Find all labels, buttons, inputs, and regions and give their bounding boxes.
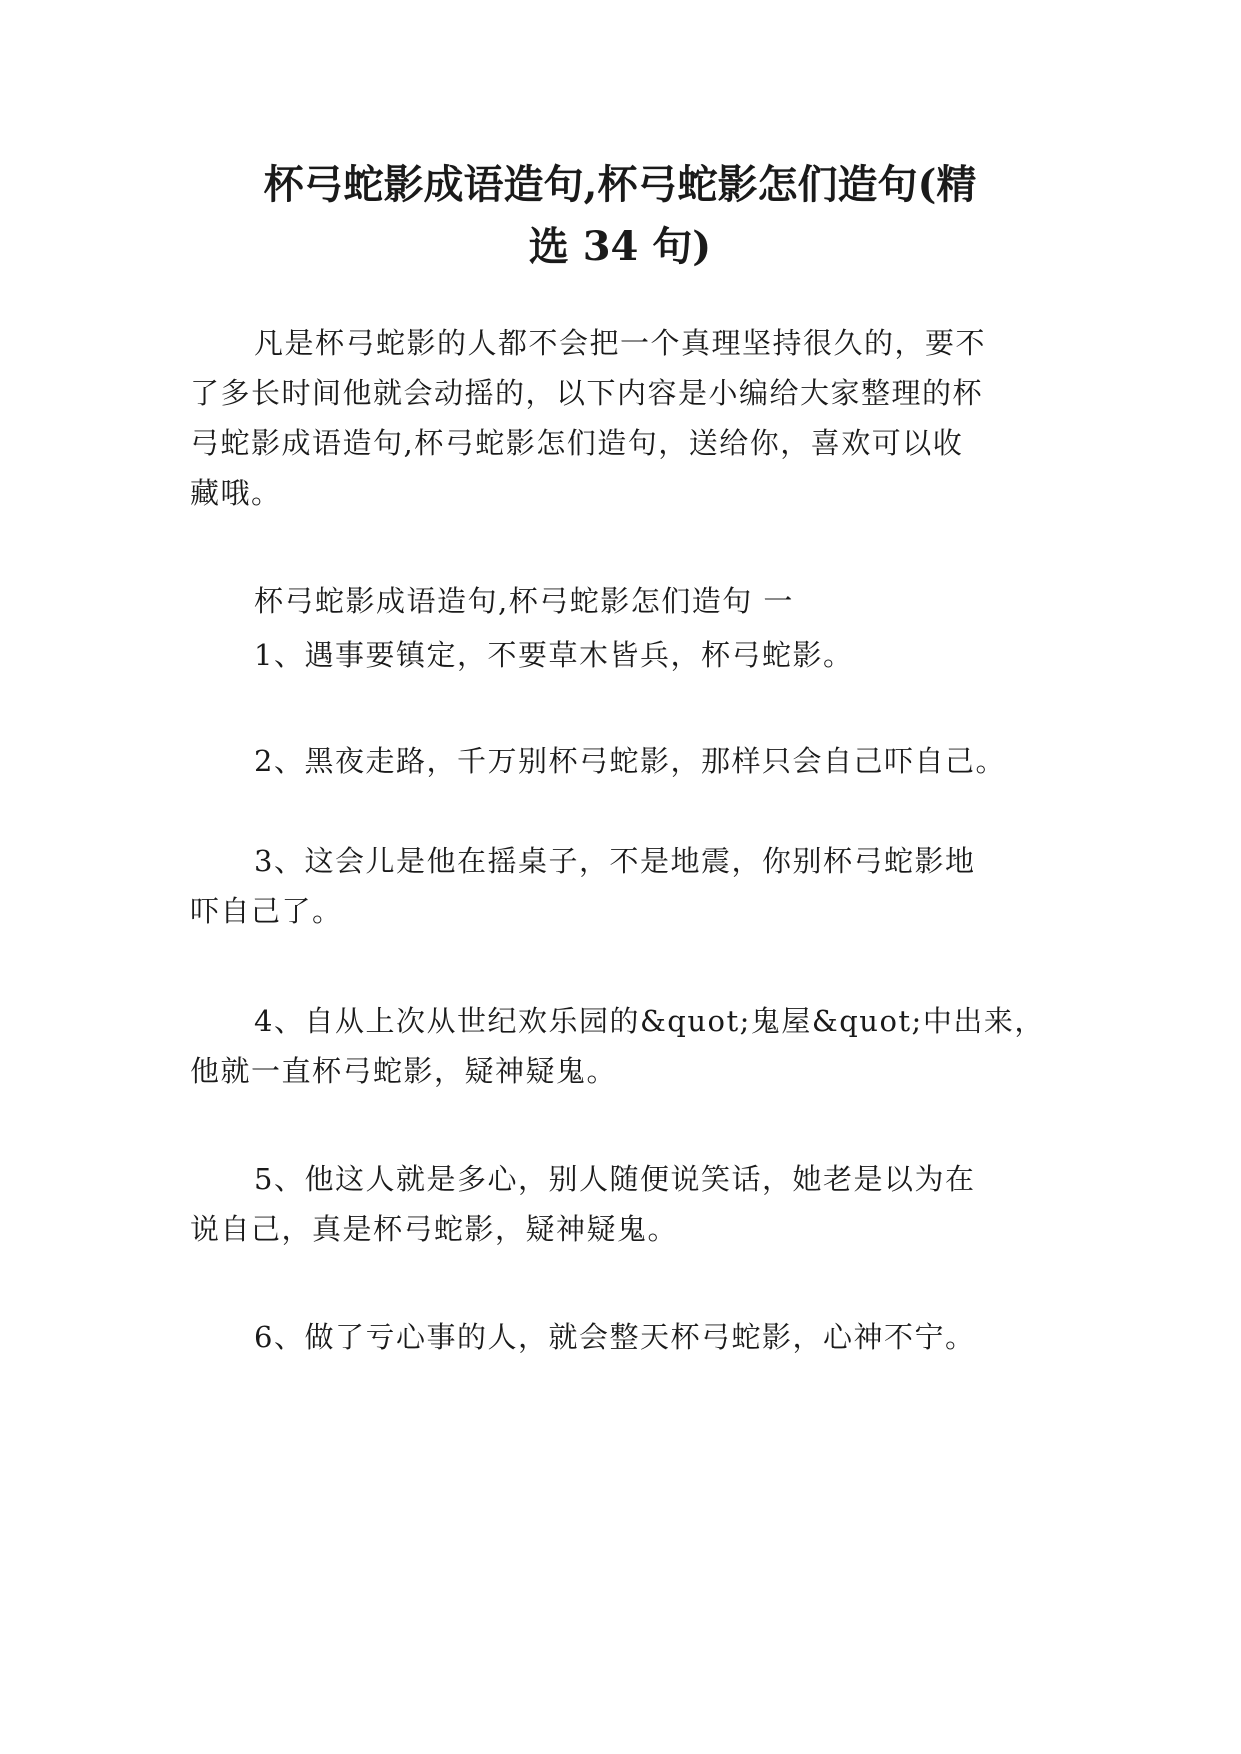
list-item <box>190 996 1050 1096</box>
list-item-line: 4、自从上次从世纪欢乐园的&quot;鬼屋&quot;中出来， <box>254 1004 1045 1038</box>
document-title <box>190 154 1050 278</box>
intro-line: 凡是杯弓蛇影的人都不会把一个真理坚持很久的，要不 <box>254 326 987 360</box>
list-item-line: 吓自己了。 <box>190 894 343 928</box>
section-heading <box>190 576 1050 626</box>
list-item <box>190 1312 1050 1362</box>
section-heading-text: 杯弓蛇影成语造句,杯弓蛇影怎们造句 一 <box>254 584 794 618</box>
list-item <box>190 630 1050 680</box>
intro-line: 藏哦。 <box>190 476 282 510</box>
intro-line: 了多长时间他就会动摇的，以下内容是小编给大家整理的杯 <box>190 376 984 410</box>
list-item-line: 3、这会儿是他在摇桌子，不是地震，你别杯弓蛇影地 <box>254 844 976 878</box>
list-item <box>190 736 1050 786</box>
list-item-line: 他就一直杯弓蛇影，疑神疑鬼。 <box>190 1054 618 1088</box>
list-item <box>190 836 1050 936</box>
list-item <box>190 1154 1050 1254</box>
title-line: 杯弓蛇影成语造句,杯弓蛇影怎们造句(精 <box>263 161 977 208</box>
intro-paragraph <box>190 318 1050 518</box>
list-item-line: 说自己，真是杯弓蛇影，疑神疑鬼。 <box>190 1212 679 1246</box>
list-item-line: 1、遇事要镇定，不要草木皆兵，杯弓蛇影。 <box>254 638 854 672</box>
list-item-line: 6、做了亏心事的人，就会整天杯弓蛇影，心神不宁。 <box>254 1320 976 1354</box>
title-line: 选 34 句) <box>528 223 712 270</box>
list-item-line: 5、他这人就是多心，别人随便说笑话，她老是以为在 <box>254 1162 976 1196</box>
list-item-line: 2、黑夜走路，千万别杯弓蛇影，那样只会自己吓自己。 <box>254 744 1006 778</box>
intro-line: 弓蛇影成语造句,杯弓蛇影怎们造句，送给你，喜欢可以收 <box>190 426 964 460</box>
